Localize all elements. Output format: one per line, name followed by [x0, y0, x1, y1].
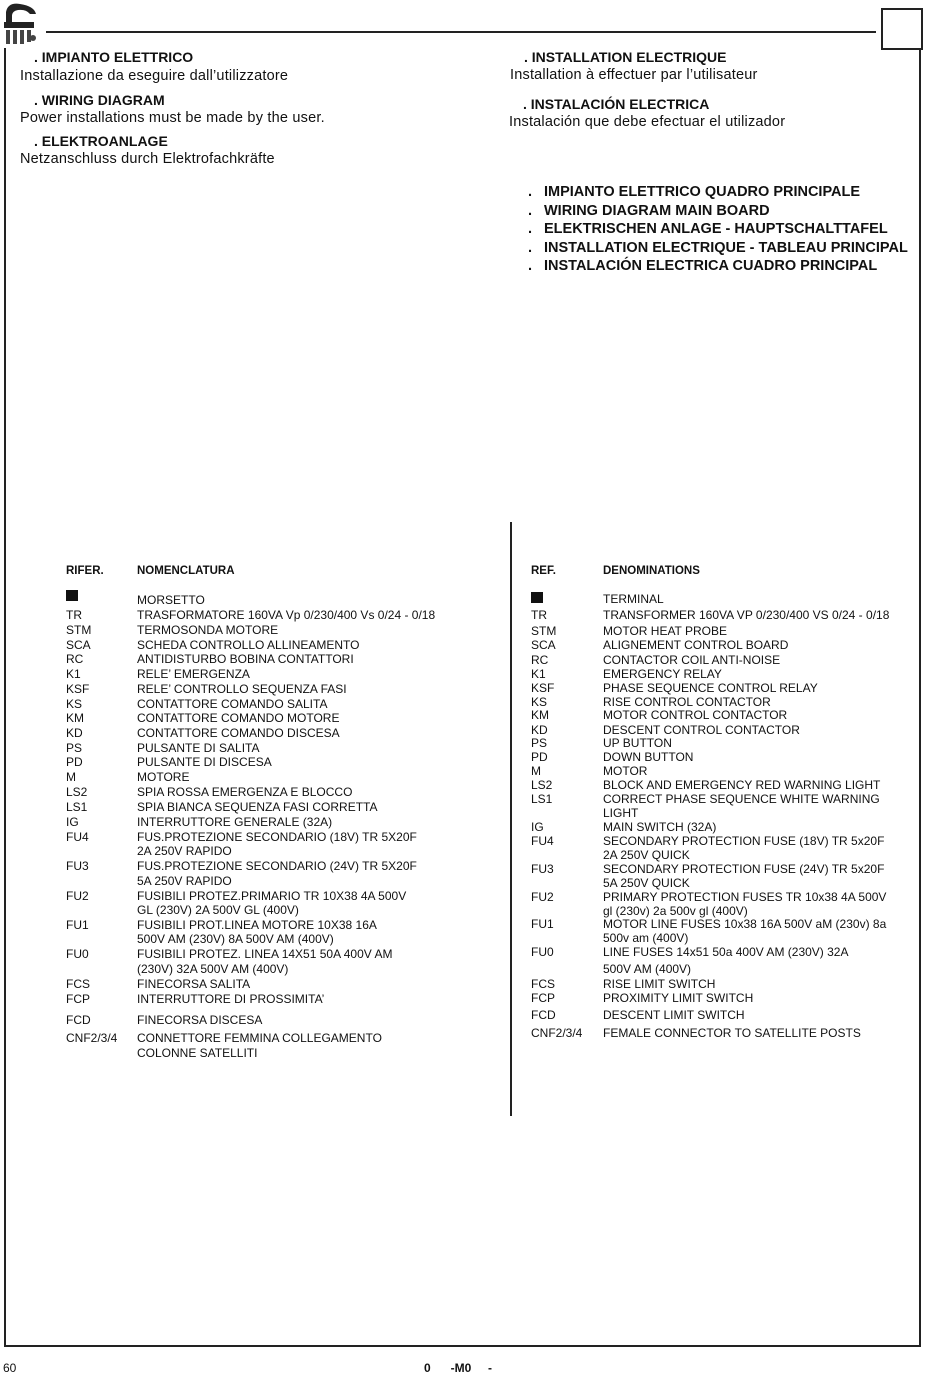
legend-description: PULSANTE DI DISCESA [137, 755, 272, 769]
heading-fr: . INSTALLATION ELECTRIQUE [524, 49, 727, 65]
subheading-es: Instalación que debe efectuar el utilizador [509, 114, 786, 130]
legend-ref: FCS [66, 977, 90, 991]
legend-ref: SCA [531, 638, 556, 652]
legend-ref: STM [66, 623, 92, 637]
legend-description: 500V AM (230V) 8A 500V AM (400V) [137, 932, 334, 946]
subheading-en: Power installations must be made by the user. [20, 110, 325, 126]
subheading-fr: Installation à effectuer par l’utilisateur [510, 67, 758, 83]
legend-description: FUSIBILI PROTEZ.PRIMARIO TR 10X38 4A 500V [137, 889, 407, 903]
legend-description: CONTACTOR COIL ANTI-NOISE [603, 653, 781, 667]
legend-ref: FU4 [66, 830, 89, 844]
legend-ref: RC [66, 652, 84, 666]
legend-description: EMERGENCY RELAY [603, 667, 722, 681]
legend-description: PRIMARY PROTECTION FUSES TR 10x38 4A 500V [603, 890, 887, 904]
legend-description: FUSIBILI PROTEZ. LINEA 14X51 50A 400V AM [137, 947, 393, 961]
legend-en-desc-header: DENOMINATIONS [603, 565, 700, 577]
title-text: IMPIANTO ELETTRICO QUADRO PRINCIPALE [544, 184, 861, 200]
title-bullet: . [528, 239, 533, 256]
heading-en: . WIRING DIAGRAM [34, 92, 165, 108]
legend-ref: CNF2/3/4 [66, 1031, 118, 1045]
title-text: ELEKTRISCHEN ANLAGE - HAUPTSCHALTTAFEL [544, 221, 888, 238]
legend-ref: PS [66, 741, 83, 755]
legend-ref: FCS [531, 977, 555, 991]
legend-description: FINECORSA SALITA [137, 977, 251, 991]
title-line-de [528, 220, 908, 239]
legend-description: (230V) 32A 500V AM (400V) [137, 962, 289, 976]
legend-description: RELE’ CONTROLLO SEQUENZA FASI [137, 682, 347, 696]
legend-ref: KM [531, 708, 549, 722]
title-text: INSTALLATION ELECTRIQUE - TABLEAU PRINCIPAL [544, 239, 908, 256]
legend-ref: KD [66, 726, 83, 740]
legend-ref: PD [66, 755, 83, 769]
legend-description: DESCENT CONTROL CONTACTOR [603, 723, 800, 737]
legend-ref: LS1 [531, 792, 553, 806]
legend-description: SECONDARY PROTECTION FUSE (18V) TR 5x20F [603, 834, 885, 848]
legend-description: BLOCK AND EMERGENCY RED WARNING LIGHT [603, 778, 881, 792]
title-line-es [528, 257, 908, 276]
legend-description: 500V AM (400V) [603, 962, 692, 976]
legend-description: DESCENT LIMIT SWITCH [603, 1008, 745, 1022]
legend-ref: RC [531, 653, 549, 667]
legend-ref: LS2 [66, 785, 88, 799]
legend-description: 2A 250V QUICK [603, 848, 690, 862]
legend-description: 500v am (400V) [603, 931, 689, 945]
legend-description: ANTIDISTURBO BOBINA CONTATTORI [137, 652, 354, 666]
terminal-symbol-icon [531, 592, 543, 603]
legend-description: LIGHT [603, 806, 639, 820]
legend-description: PHASE SEQUENCE CONTROL RELAY [603, 681, 818, 695]
brand-logo-icon [0, 0, 44, 52]
legend-ref: FU2 [531, 890, 554, 904]
title-line-en [528, 202, 908, 221]
legend-ref: FU1 [66, 918, 89, 932]
heading-de: . ELEKTROANLAGE [34, 133, 168, 149]
frame-bottom-border [4, 1345, 921, 1347]
legend-description: CONTATTORE COMANDO MOTORE [137, 711, 340, 725]
legend-description: MORSETTO [137, 593, 205, 607]
legend-description: TRANSFORMER 160VA VP 0/230/400 VS 0/24 - 0/18 [603, 608, 890, 622]
legend-ref: KSF [66, 682, 90, 696]
legend-ref: IG [66, 815, 79, 829]
legend-ref: M [531, 764, 541, 778]
legend-ref: FU4 [531, 834, 554, 848]
legend-ref: STM [531, 624, 557, 638]
legend-ref: KS [531, 695, 548, 709]
legend-ref: SCA [66, 638, 91, 652]
frame-left-border [4, 48, 6, 1346]
legend-ref: K1 [531, 667, 546, 681]
legend-ref: KSF [531, 681, 555, 695]
legend-description: TRASFORMATORE 160VA Vp 0/230/400 Vs 0/24 - 0/18 [137, 608, 436, 622]
legend-description: DOWN BUTTON [603, 750, 694, 764]
legend-description: SECONDARY PROTECTION FUSE (24V) TR 5x20F [603, 862, 885, 876]
subheading-it: Installazione da eseguire dall’utilizzatore [20, 68, 289, 84]
legend-description: SCHEDA CONTROLLO ALLINEAMENTO [137, 638, 360, 652]
legend-ref: K1 [66, 667, 81, 681]
legend-description: GL (230V) 2A 500V GL (400V) [137, 903, 299, 917]
main-board-titles [528, 183, 908, 276]
legend-description: INTERRUTTORE DI PROSSIMITA’ [137, 992, 325, 1006]
legend-description: MOTORE [137, 770, 190, 784]
legend-ref: FU0 [531, 945, 554, 959]
heading-es: . INSTALACIÓN ELECTRICA [523, 96, 710, 112]
legend-description: gl (230v) 2a 500v gl (400V) [603, 904, 748, 918]
legend-description: SPIA BIANCA SEQUENZA FASI CORRETTA [137, 800, 378, 814]
legend-description: LINE FUSES 14x51 50a 400V AM (230V) 32A [603, 945, 849, 959]
legend-ref: FU2 [66, 889, 89, 903]
legend-description: SPIA ROSSA EMERGENZA E BLOCCO [137, 785, 353, 799]
title-bullet: . [528, 202, 533, 219]
legend-description: TERMINAL [603, 592, 664, 606]
heading-it: . IMPIANTO ELETTRICO [34, 49, 194, 65]
legend-it-ref-header: RIFER. [66, 565, 104, 577]
legend-ref: FCP [66, 992, 90, 1006]
legend-ref: FCP [531, 991, 555, 1005]
legend-description: MOTOR [603, 764, 648, 778]
document-code: 0 -M0 - [424, 1361, 493, 1375]
legend-ref: KS [66, 697, 83, 711]
legend-description: MAIN SWITCH (32A) [603, 820, 717, 834]
legend-en-ref-header: REF. [531, 565, 556, 577]
title-bullet: . [528, 184, 533, 200]
header-rule [46, 31, 876, 33]
legend-ref: FU3 [66, 859, 89, 873]
legend-ref: FU3 [531, 862, 554, 876]
page-number: 60 [3, 1361, 17, 1375]
legend-description: INTERRUTTORE GENERALE (32A) [137, 815, 333, 829]
legend-description: PROXIMITY LIMIT SWITCH [603, 991, 754, 1005]
title-line-fr [528, 239, 908, 258]
title-text: WIRING DIAGRAM MAIN BOARD [544, 202, 770, 219]
frame-right-border [919, 48, 921, 1346]
legend-description: UP BUTTON [603, 736, 672, 750]
legend-description: FINECORSA DISCESA [137, 1013, 263, 1027]
legend-description: RELE’ EMERGENZA [137, 667, 250, 681]
legend-description: MOTOR CONTROL CONTACTOR [603, 708, 788, 722]
legend-description: FUS.PROTEZIONE SECONDARIO (24V) TR 5X20F [137, 859, 417, 873]
legend-ref: FU1 [531, 917, 554, 931]
title-text: INSTALACIÓN ELECTRICA CUADRO PRINCIPAL [544, 258, 878, 275]
legend-description: 5A 250V RAPIDO [137, 874, 232, 888]
legend-description: 2A 250V RAPIDO [137, 844, 232, 858]
legend-ref: CNF2/3/4 [531, 1026, 583, 1040]
legend-description: PULSANTE DI SALITA [137, 741, 260, 755]
legend-ref: LS2 [531, 778, 553, 792]
legend-description: CONTATTORE COMANDO DISCESA [137, 726, 340, 740]
legend-ref: FU0 [66, 947, 89, 961]
legend-description: TERMOSONDA MOTORE [137, 623, 279, 637]
legend-description: RISE CONTROL CONTACTOR [603, 695, 771, 709]
legend-ref: TR [531, 608, 547, 622]
legend-description: ALIGNEMENT CONTROL BOARD [603, 638, 789, 652]
legend-description: MOTOR HEAT PROBE [603, 624, 728, 638]
legend-description: CONNETTORE FEMMINA COLLEGAMENTO [137, 1031, 382, 1045]
legend-it-desc-header: NOMENCLATURA [137, 565, 235, 577]
title-bullet: . [528, 221, 533, 238]
corner-box [881, 8, 923, 50]
legend-description: MOTOR LINE FUSES 10x38 16A 500V aM (230v) 8a [603, 917, 887, 931]
legend-description: CORRECT PHASE SEQUENCE WHITE WARNING [603, 792, 880, 806]
legend-description: FUSIBILI PROT.LINEA MOTORE 10X38 16A [137, 918, 377, 932]
legend-ref: FCD [531, 1008, 556, 1022]
legend-description: RISE LIMIT SWITCH [603, 977, 716, 991]
column-divider [510, 522, 512, 1116]
legend-description: 5A 250V QUICK [603, 876, 690, 890]
title-line-it [528, 183, 908, 202]
legend-description: COLONNE SATELLITI [137, 1046, 258, 1060]
legend-ref: KD [531, 723, 548, 737]
legend-ref: LS1 [66, 800, 88, 814]
legend-ref: TR [66, 608, 82, 622]
legend-ref: M [66, 770, 76, 784]
terminal-symbol-icon [66, 590, 78, 601]
legend-description: FEMALE CONNECTOR TO SATELLITE POSTS [603, 1026, 861, 1040]
legend-ref: PD [531, 750, 548, 764]
legend-description: CONTATTORE COMANDO SALITA [137, 697, 328, 711]
legend-description: FUS.PROTEZIONE SECONDARIO (18V) TR 5X20F [137, 830, 417, 844]
legend-ref: FCD [66, 1013, 91, 1027]
legend-ref: PS [531, 736, 548, 750]
legend-ref: KM [66, 711, 84, 725]
legend-ref: IG [531, 820, 544, 834]
title-bullet: . [528, 258, 533, 275]
subheading-de: Netzanschluss durch Elektrofachkräfte [20, 151, 275, 167]
